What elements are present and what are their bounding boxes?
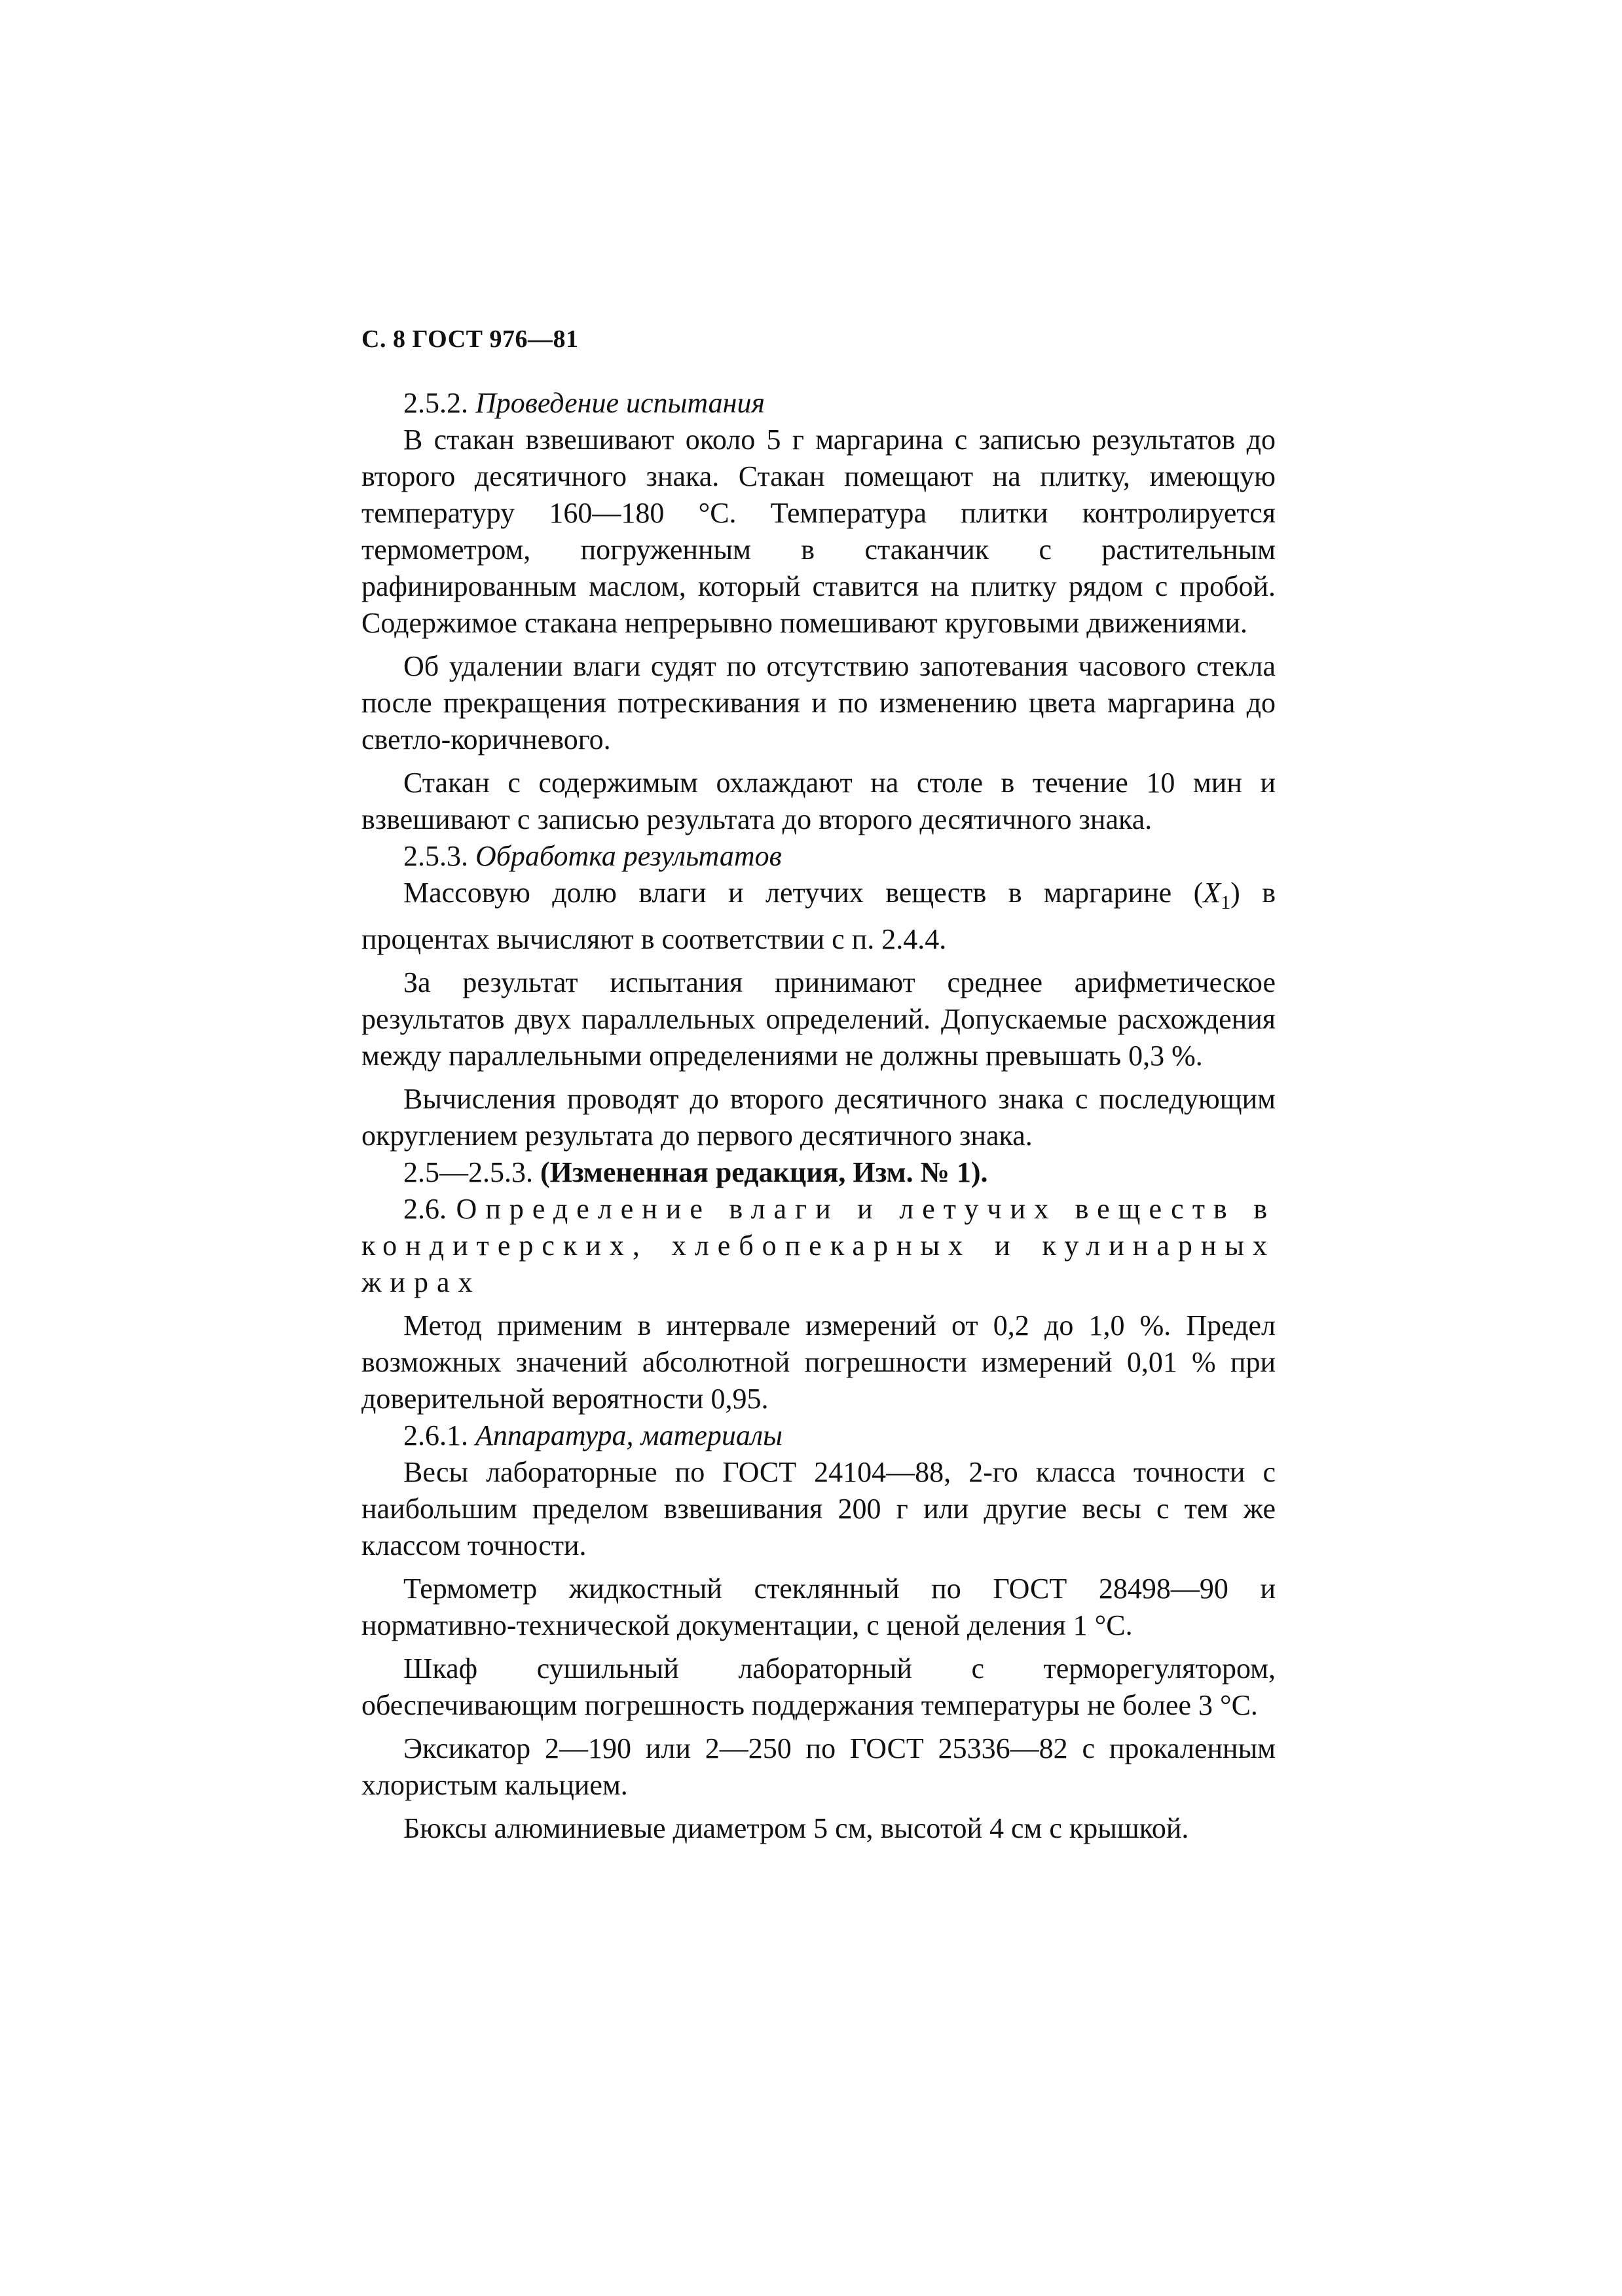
paragraph: За результат испытания принимают среднее арифметическое результатов двух параллельных определений. Допускаемые расхождения между параллельными определениями не должны превышать 0,3 %.	[361, 966, 1276, 1072]
section-title-spaced: Определение влаги и летучих веществ в кондитерских, хлебопекарных и кулинарных жирах	[361, 1192, 1276, 1298]
page-header: С. 8 ГОСТ 976—81	[361, 325, 579, 353]
paragraph-text: Массовую долю влаги и летучих веществ в маргарине (	[403, 877, 1204, 909]
section-title: Проведение испытания	[475, 387, 765, 419]
paragraph: Шкаф сушильный лабораторный с терморегулятором, обеспечивающим погрешность поддержания температуры не более 3 °С.	[361, 1652, 1276, 1721]
section-number: 2.5.2.	[403, 387, 468, 419]
variable: X	[1203, 877, 1221, 909]
section-title: Обработка результатов	[475, 840, 782, 872]
paragraph: Стакан с содержимым охлаждают на столе в течение 10 мин и взвешивают с записью результата до второго десятичного знака.	[361, 767, 1276, 835]
section-heading-2-5-3	[361, 838, 1276, 875]
paragraph: Вычисления проводят до второго десятичного знака с последующим округлением результата до первого десятичного знака.	[361, 1082, 1276, 1152]
paragraph: Об удалении влаги судят по отсутствию запотевания часового стекла после прекращения потрескивания и по изменению цвета маргарина до светло-коричневого.	[361, 650, 1276, 756]
section-number: 2.6.	[403, 1192, 447, 1225]
paragraph: В стакан взвешивают около 5 г маргарина с записью результатов до второго десятичного знака. Стакан помещают на плитку, имеющую температуру 160—180 °С. Температура плитки контролируется термометром, погруженным в стаканчик с растительным рафинированным маслом, который ставится на плитку рядом с пробой. Содержимое стакана непрерывно помешивают круговыми движениями.	[361, 424, 1276, 639]
section-number: 2.6.1.	[403, 1419, 468, 1451]
section-number: 2.5—2.5.3.	[403, 1156, 533, 1188]
paragraph-formula-ref	[361, 875, 1276, 958]
paragraph-text: ) в процентах вычисляют в соответствии с п. 2.4.4.	[361, 877, 1276, 955]
paragraph: Бюксы алюминиевые диаметром 5 см, высотой 4 см с крышкой.	[403, 1812, 1189, 1844]
section-heading-2-6	[361, 1191, 1276, 1301]
paragraph: Метод применим в интервале измерений от 0,2 до 1,0 %. Предел возможных значений абсолютной погрешности измерений 0,01 % при доверительной вероятности 0,95.	[361, 1309, 1276, 1415]
section-title: Аппаратура, материалы	[475, 1419, 783, 1451]
amendment-note	[361, 1154, 1276, 1191]
amendment-text: (Измененная редакция, Изм. № 1).	[540, 1156, 988, 1188]
section-number: 2.5.3.	[403, 840, 468, 872]
paragraph: Эксикатор 2—190 или 2—250 по ГОСТ 25336—82 с прокаленным хлористым кальцием.	[361, 1732, 1276, 1801]
variable-subscript: 1	[1221, 891, 1231, 913]
section-heading-2-5-2	[361, 385, 1276, 422]
paragraph: Термометр жидкостный стеклянный по ГОСТ 28498—90 и нормативно-технической документации, с ценой деления 1 °С.	[361, 1572, 1276, 1641]
section-heading-2-6-1	[361, 1417, 1276, 1454]
document-body	[361, 385, 1276, 1847]
paragraph: Весы лабораторные по ГОСТ 24104—88, 2-го класса точности с наибольшим пределом взвешивания 200 г или другие весы с тем же классом точности.	[361, 1455, 1276, 1561]
